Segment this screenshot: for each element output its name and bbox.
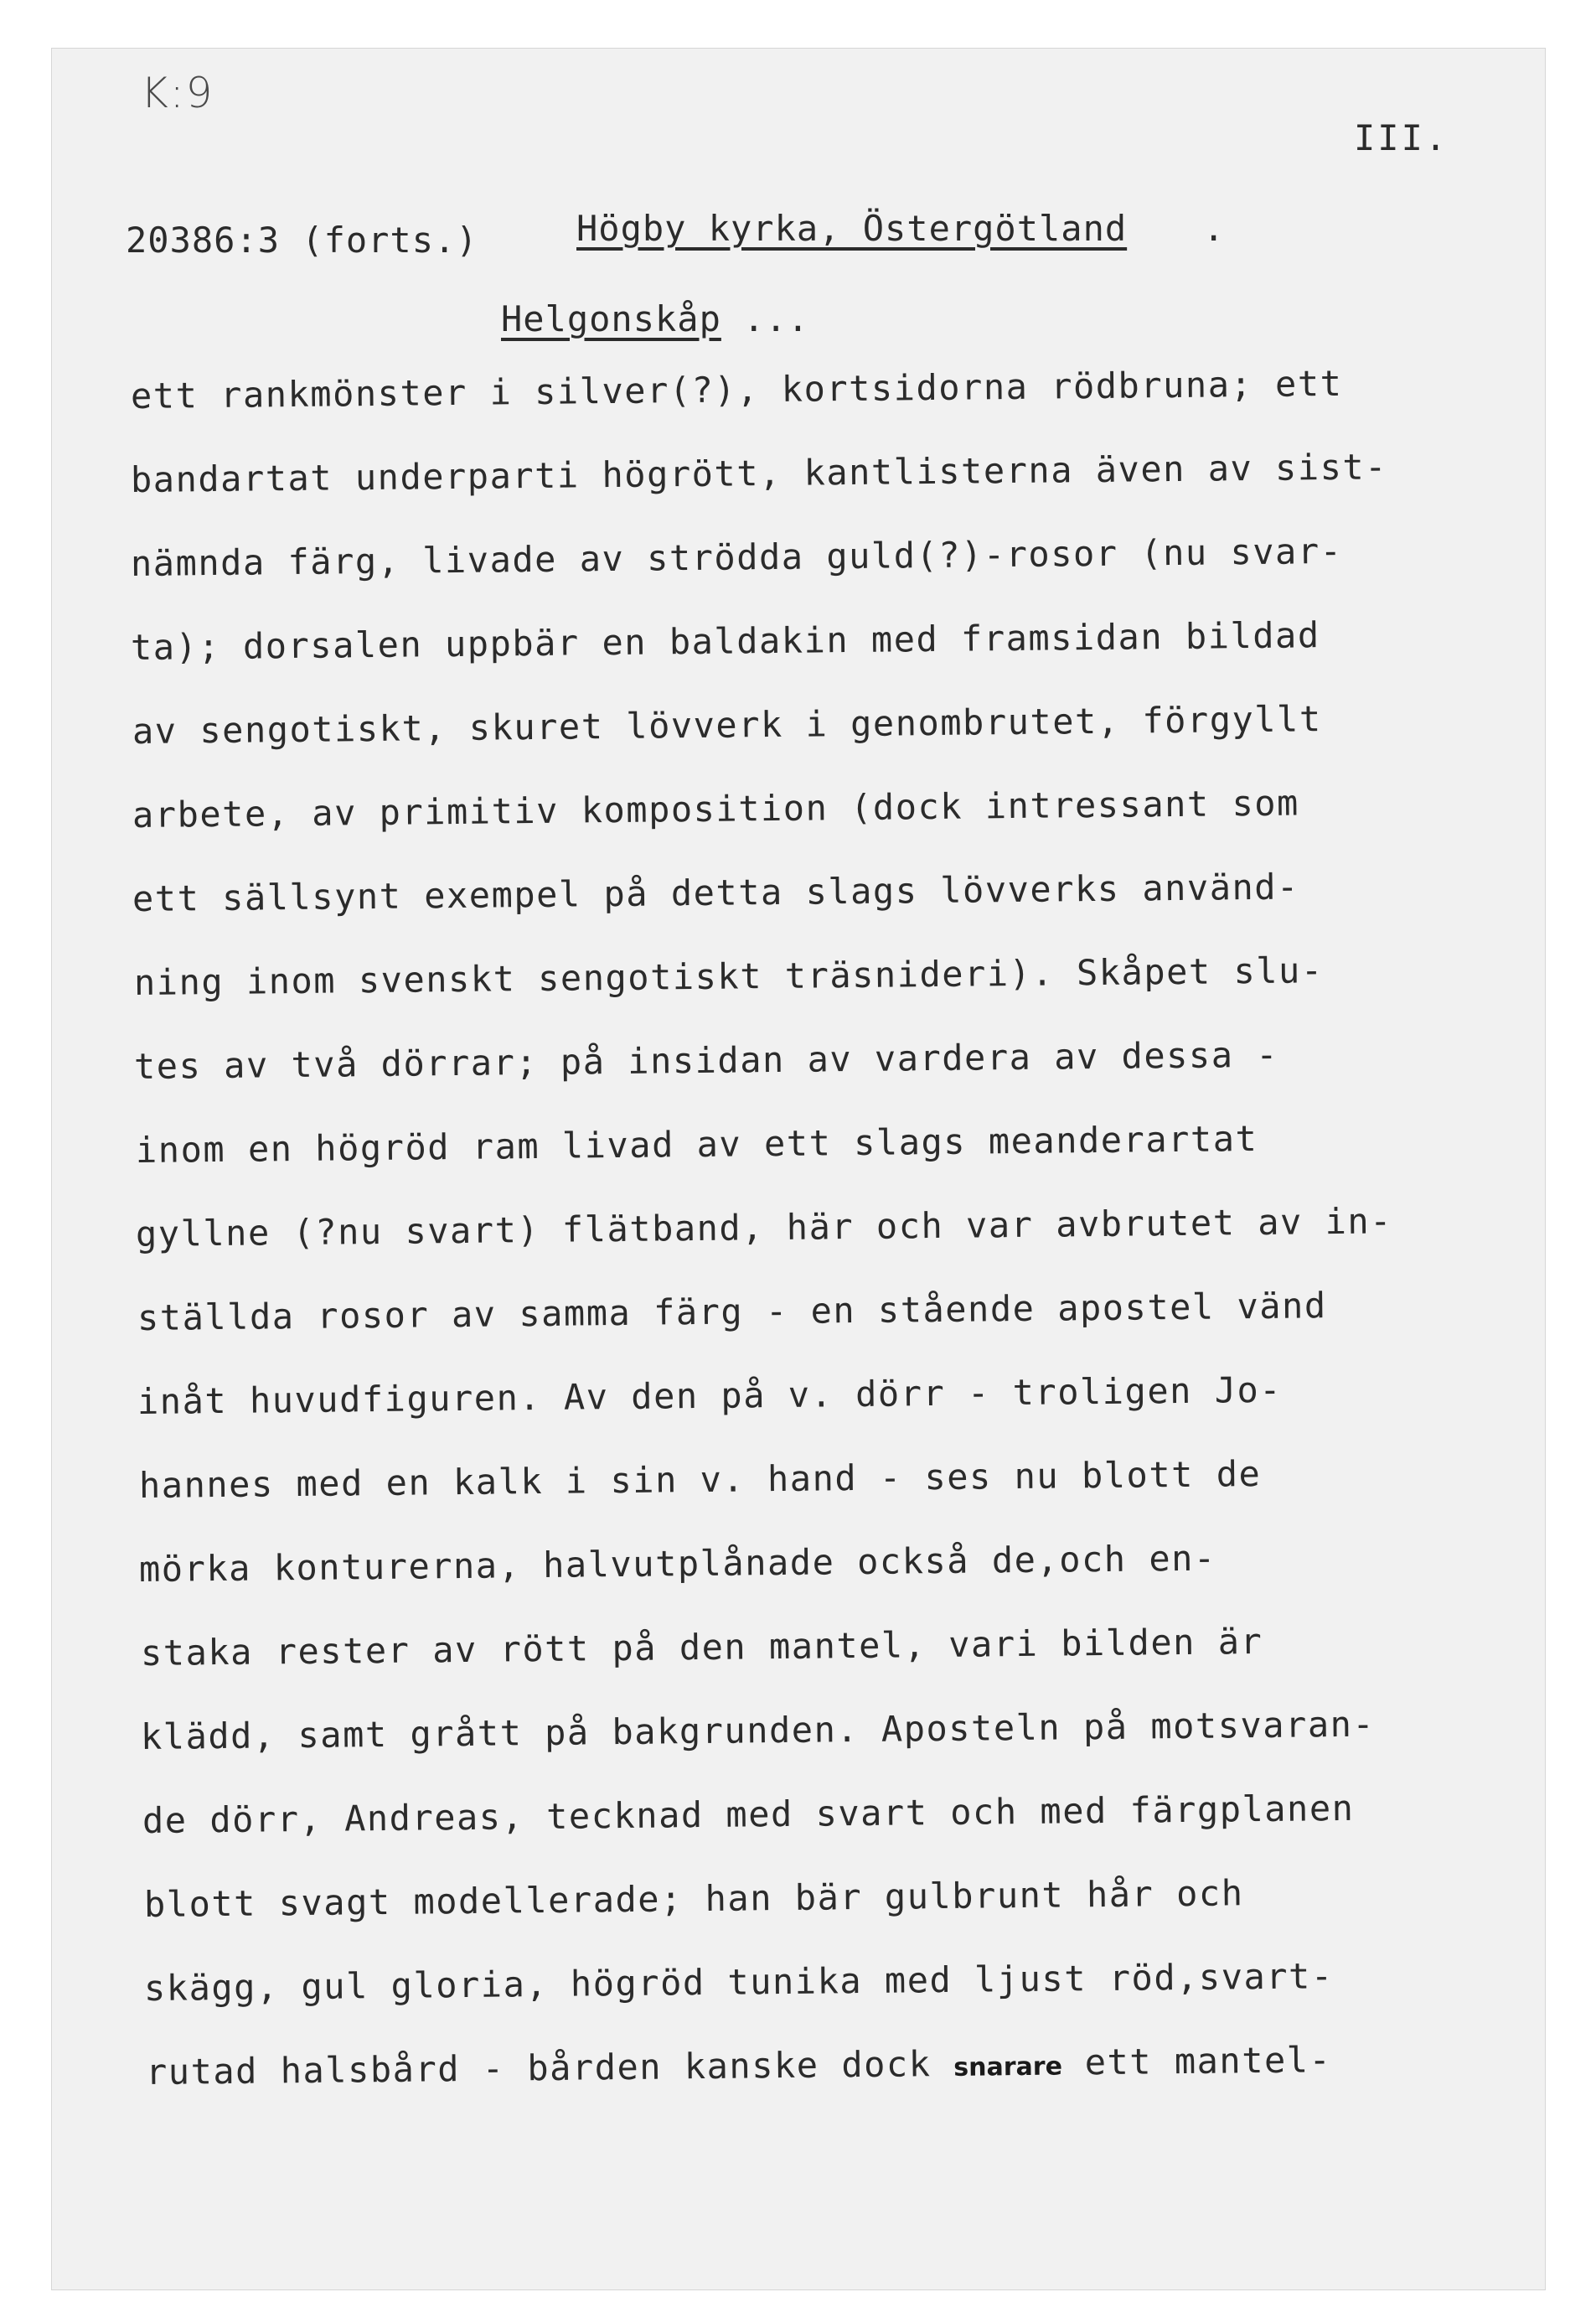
location-title: Högby kyrka, Östergötland [576,208,1128,249]
location-title-period: . [1203,208,1225,249]
body-line: ställda rosor av samma färg - en stående apostel vänd [137,1285,1327,1338]
body-line: ning inom svenskt sengotiskt träsnideri). Skåpet slu- [133,949,1324,1003]
object-subtitle-ellipsis: ... [721,298,810,339]
body-line-last [146,2039,1332,2093]
body-line: ett sällsynt exempel på detta slags lövverks använd- [132,866,1300,919]
body-line: nämnda färg, livade av strödda guld(?)-rosor (nu svar- [130,530,1343,584]
body-line: inåt huvudfiguren. Av den på v. dörr - troligen Jo- [137,1368,1283,1422]
body-line: klädd, samt grått på bakgrunden. Aposteln på motsvaran- [140,1703,1376,1757]
body-line: de dörr, Andreas, tecknad med svart och med färgplanen [142,1787,1355,1841]
body-line: inom en högröd ram livad av ett slags meanderartat [135,1117,1258,1171]
body-line: ett rankmönster i silver(?), kortsidorna rödbruna; ett [130,362,1343,416]
body-line: blott svagt modellerade; han bär gulbrunt hår och [143,1872,1244,1925]
page-number: III. [1354,117,1449,158]
body-line: gyllne (?nu svart) flätband, här och var avbrutet av in- [135,1200,1393,1255]
body-line: tes av två dörrar; på insidan av vardera av dessa - [133,1033,1279,1087]
body-line: bandartat underparti högrött, kantlisterna även av sist- [130,446,1388,500]
body-line: av sengotiskt, skuret lövverk i genombrutet, förgyllt [132,698,1322,752]
body-line: hannes med en kalk i sin v. hand - ses nu blott de [138,1452,1262,1506]
body-line: ta); dorsalen uppbär en baldakin med framsidan bildad [130,614,1320,668]
body-line: staka rester av rött på den mantel, vari bilden är [140,1620,1263,1674]
body-line: skägg, gul gloria, högröd tunika med ljust röd,svart- [143,1955,1334,2009]
body-line: mörka konturerna, halvutplånade också de,och en- [138,1537,1216,1590]
handwritten-archive-code: K:9 [141,69,214,117]
body-line-last-end: ett mantel- [1061,2039,1332,2083]
body-line-last-text: rutad halsbård - bården kanske dock [145,2043,932,2093]
catalog-reference: 20386:3 (forts.) [126,220,478,261]
object-subtitle-text: Helgonskåp [501,298,721,339]
handwritten-insertion: snarare [953,2051,1063,2082]
body-line: arbete, av primitiv komposition (dock intressant som [132,782,1300,836]
